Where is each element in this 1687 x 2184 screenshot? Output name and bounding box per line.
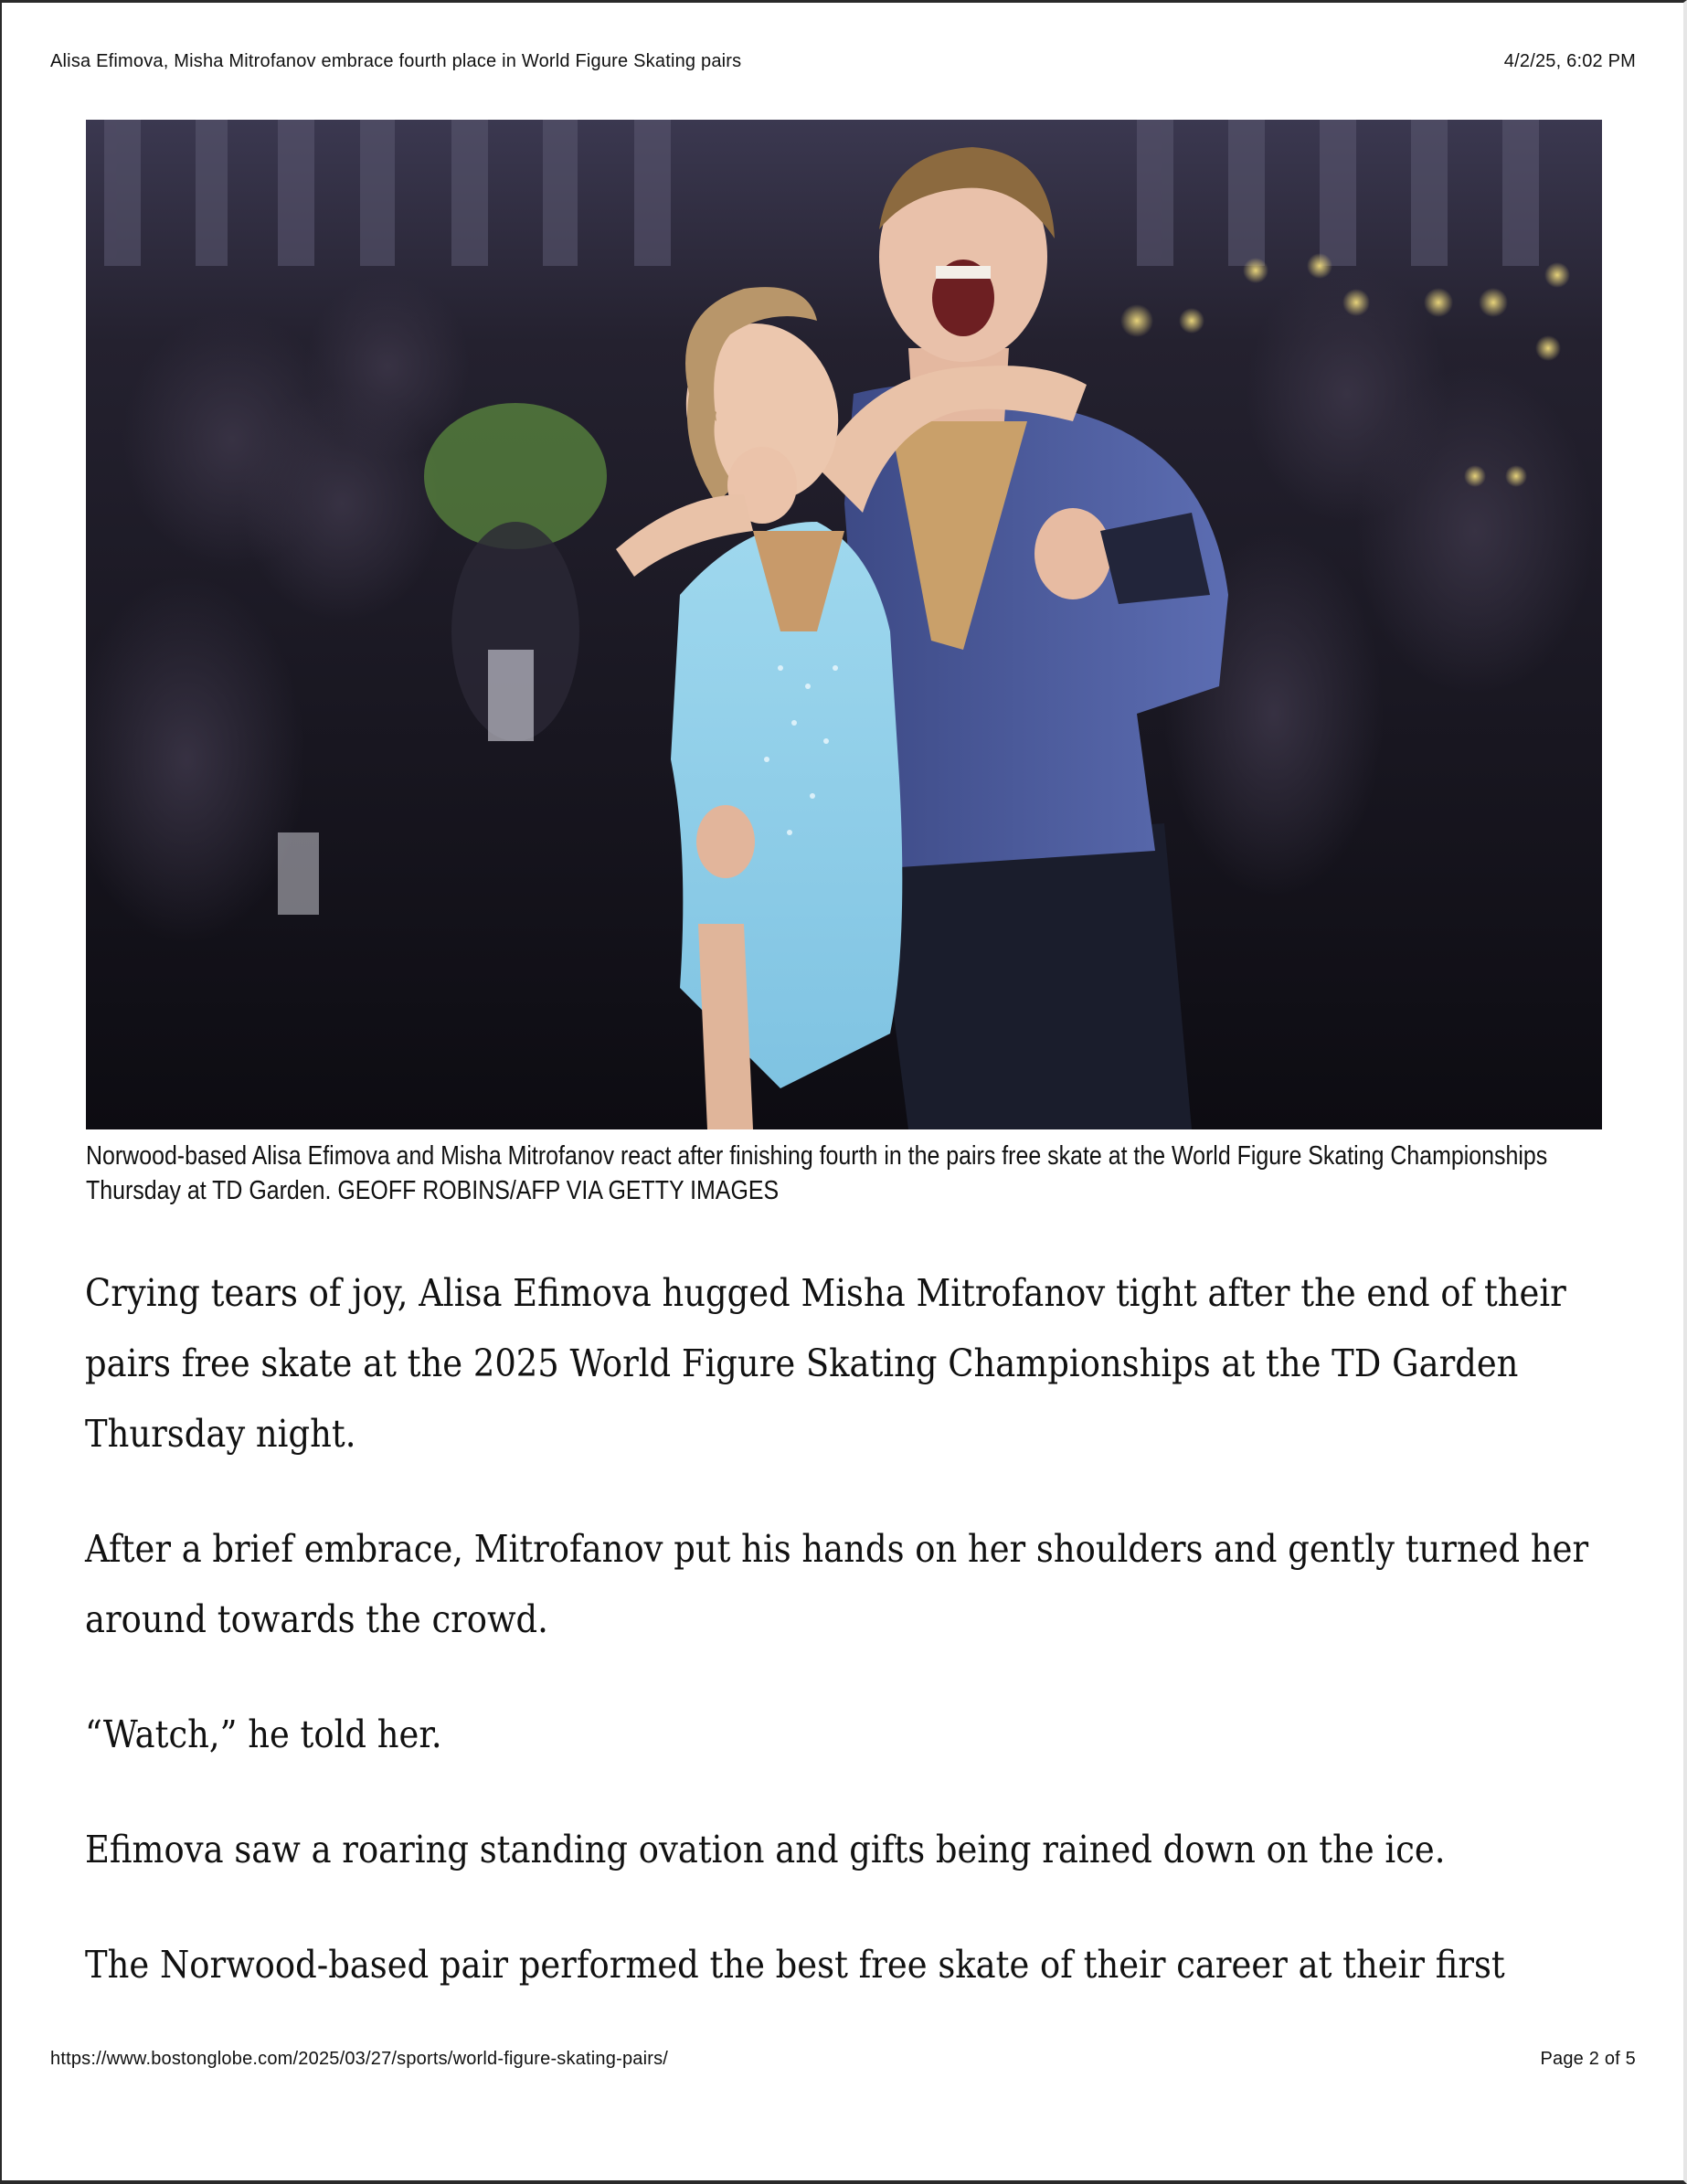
- page-indicator: Page 2 of 5: [1540, 2048, 1636, 2069]
- article-paragraph: Efimova saw a roaring standing ovation and gifts being rained down on the ice.: [85, 1828, 1446, 1871]
- article-paragraph: After a brief embrace, Mitrofanov put his hands on her shoulders and gently turned her around towards the crowd.: [85, 1527, 1589, 1641]
- article-title: Alisa Efimova, Misha Mitrofanov embrace fourth place in World Figure Skating pairs: [50, 50, 742, 71]
- article-paragraph: The Norwood-based pair performed the best free skate of their career at their first: [85, 1943, 1505, 1987]
- print-timestamp: 4/2/25, 6:02 PM: [1503, 50, 1636, 71]
- article-paragraph: Crying tears of joy, Alisa Efimova hugged Misha Mitrofanov tight after the end of their pairs free skate at the 2025 World Figure Skating Championships at the TD Garden Thursday night.: [85, 1271, 1566, 1456]
- photo-caption: [86, 1139, 1603, 1208]
- print-footer: [50, 2047, 1636, 2071]
- article-body: [85, 1258, 1620, 2045]
- article-photo: [86, 120, 1602, 1129]
- page-url: https://www.bostonglobe.com/2025/03/27/sports/world-figure-skating-pairs/: [50, 2048, 669, 2069]
- caption-text: Norwood-based Alisa Efimova and Misha Mitrofanov react after finishing fourth in the pairs free skate at the World Figure Skating Championships Thursday at TD Garden.: [86, 1141, 1548, 1205]
- article-paragraph: “Watch,” he told her.: [85, 1712, 442, 1756]
- photo-image-icon: [86, 120, 1602, 1129]
- photo-credit: GEOFF ROBINS/AFP VIA GETTY IMAGES: [337, 1176, 780, 1205]
- print-header: [50, 49, 1636, 73]
